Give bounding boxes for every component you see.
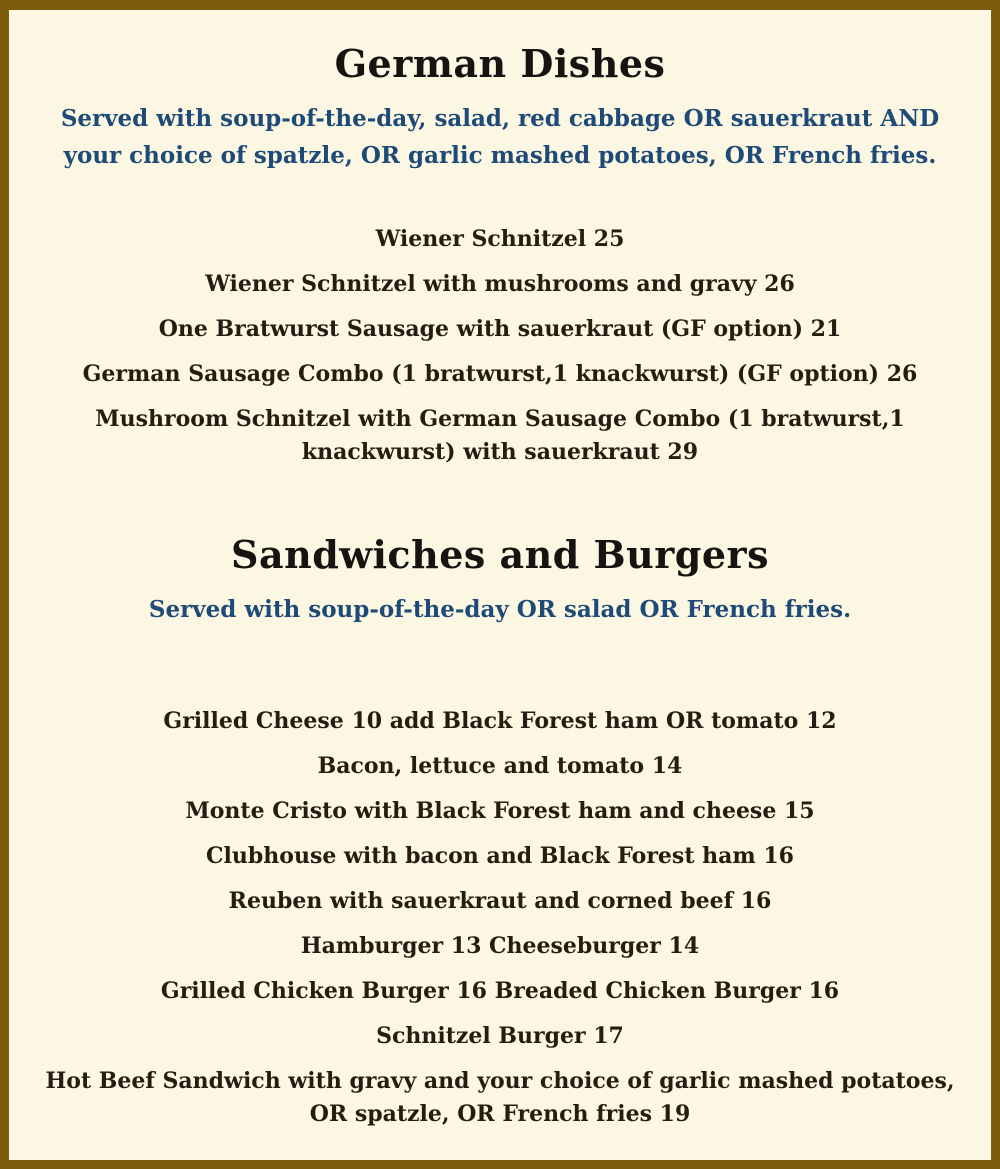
menu-item: Wiener Schnitzel 25 (375, 226, 625, 253)
menu-item: Monte Cristo with Black Forest ham and cheese 15 (185, 797, 815, 824)
section-title-sandwiches-and-burgers: Sandwiches and Burgers (231, 532, 769, 578)
menu-item: German Sausage Combo (1 bratwurst,1 knackwurst) (GF option) 26 (82, 361, 918, 388)
section-sandwiches-and-burgers (9, 531, 991, 1130)
menu-item: Grilled Chicken Burger 16 Breaded Chicken Burger 16 (160, 977, 840, 1004)
menu-item: Wiener Schnitzel with mushrooms and gravy 26 (205, 271, 795, 298)
section-subtitle-german-dishes: Served with soup-of-the-day, salad, red cabbage OR sauerkraut AND your choice of spatzle, OR garlic mashed potatoes, OR French fries. (60, 104, 940, 170)
menu-item: Bacon, lettuce and tomato 14 (317, 752, 683, 779)
menu-item: One Bratwurst Sausage with sauerkraut (GF option) 21 (158, 316, 842, 343)
section-subtitle-sandwiches-and-burgers: Served with soup-of-the-day OR salad OR French fries. (148, 595, 852, 623)
menu-item: Grilled Cheese 10 add Black Forest ham OR tomato 12 (163, 707, 837, 734)
menu-items-sandwiches-and-burgers (9, 705, 991, 1131)
section-german-dishes (9, 40, 991, 469)
menu-item: Reuben with sauerkraut and corned beef 16 (228, 887, 772, 914)
menu-item: Hot Beef Sandwich with gravy and your choice of garlic mashed potatoes, OR spatzle, OR French fries 19 (45, 1067, 955, 1127)
menu-item: Hamburger 13 Cheeseburger 14 (300, 932, 700, 959)
menu-item: Schnitzel Burger 17 (376, 1022, 624, 1049)
menu-items-german-dishes (9, 223, 991, 469)
section-title-german-dishes: German Dishes (334, 41, 666, 86)
menu-item: Clubhouse with bacon and Black Forest ham 16 (206, 842, 794, 869)
menu-item: Mushroom Schnitzel with German Sausage Combo (1 bratwurst,1 knackwurst) with sauerkraut 29 (95, 406, 905, 466)
